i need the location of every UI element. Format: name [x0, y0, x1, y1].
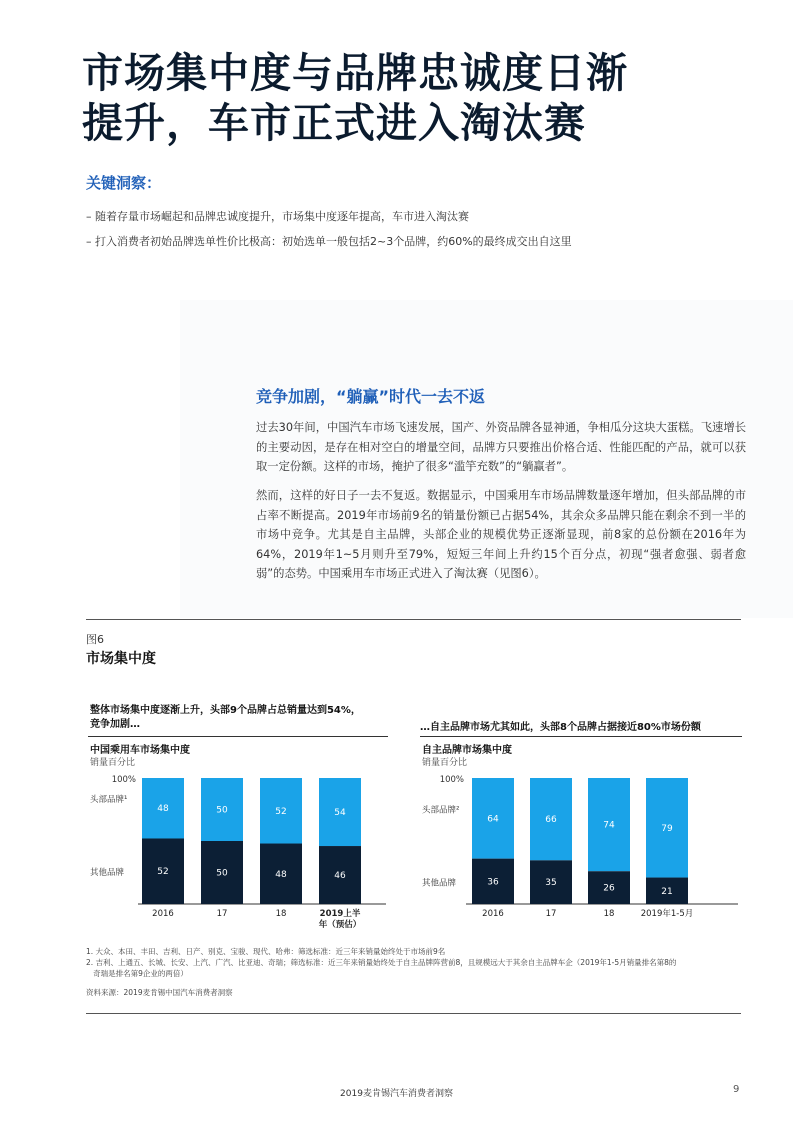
source-note: 资料来源：2019麦肯锡中国汽车消费者洞察 [86, 988, 233, 997]
right-chart-title: 自主品牌市场集中度 [422, 745, 512, 756]
data-label-head-3: 54 [334, 808, 346, 819]
legend-other-brands: 其他品牌 [90, 868, 125, 879]
y-axis-100-label: 100% [439, 775, 464, 785]
left-panel-rule [88, 736, 388, 737]
tick-label-0: 2016 [482, 909, 504, 919]
footnotes [86, 946, 746, 979]
left-panel-title-line-2: 竞争加剧… [90, 719, 140, 730]
page-number: 9 [733, 1084, 740, 1095]
y-axis-100-label: 100% [111, 775, 136, 785]
tick-label-3-1: 年（预估） [318, 920, 362, 930]
footnote-2: 2. 吉利、上通五、长城、长安、上汽、广汽、比亚迪、奇瑞；筛选标准：近三年来销量始终处于自主品牌阵营前8，且规模远大于其余自主品牌车企（2019年1-5月销量排名第8的 [86, 958, 677, 967]
data-label-head-2: 74 [603, 820, 615, 831]
data-label-other-2: 48 [275, 869, 287, 880]
figure-bottom-rule [86, 1013, 741, 1014]
left-chart-title: 中国乘用车市场集中度 [90, 745, 190, 756]
insight-item-2: – 打入消费者初始品牌选单性价比极高：初始选单一般包括2~3个品牌，约60%的最终成交出自这里 [86, 235, 572, 248]
tick-label-2: 18 [275, 909, 287, 919]
footnote-3: 奇瑞是排名第9企业的两倍） [86, 969, 188, 978]
tick-label-1: 17 [216, 909, 228, 919]
right-stacked-bar-chart [420, 768, 742, 940]
insights-heading: 关键洞察： [86, 174, 162, 192]
tick-label-1: 17 [545, 909, 557, 919]
section-heading: 竞争加剧，“躺赢”时代一去不返 [256, 387, 486, 406]
page-title [82, 48, 722, 148]
section-paragraph-2: 然而，这样的好日子一去不复返。数据显示，中国乘用车市场品牌数量逐年增加，但头部品牌的市占率不断提高。2019年市场前9名的销量份额已占据54%，其余众多品牌只能在剩余不到一半的市场中竞争。尤其是自主品牌，头部企业的规模优势正逐渐显现，前8家的总份额在2016年为64%，2019年1~5月则升至79%，短短三年间上升约15个百分点，初现“强者愈强、弱者愈弱”的态势。中国乘用车市场正式进入了淘汰赛（见图6）。 [256, 489, 746, 580]
figure-number: 图6 [86, 633, 104, 646]
section-paragraph-1: 过去30年间，中国汽车市场飞速发展，国产、外资品牌各显神通，争相瓜分这块大蛋糕。飞速增长的主要动因，是存在相对空白的增量空间，品牌方只要推出价格合适、性能匹配的产品，就可以获取一定份额。这样的市场，掩护了很多“滥竽充数”的“躺赢者”。 [256, 421, 746, 473]
tick-label-2: 18 [603, 909, 615, 919]
left-stacked-bar-chart [88, 768, 390, 940]
data-label-head-1: 66 [545, 815, 557, 826]
data-label-head-1: 50 [216, 805, 228, 816]
data-label-other-2: 26 [603, 883, 615, 894]
legend-head-brands: 头部品牌¹ [90, 795, 128, 806]
left-panel-title [90, 704, 390, 732]
tick-label-3: 2019年1-5月 [640, 909, 694, 919]
right-panel-title-line-1: …自主品牌市场尤其如此，头部8个品牌占据接近80%市场份额 [420, 722, 701, 733]
tick-label-3-0: 2019上半 [319, 909, 361, 919]
title-line-2: 提升，车市正式进入淘汰赛 [82, 99, 586, 147]
data-label-other-3: 46 [334, 871, 346, 882]
right-panel-rule [420, 736, 742, 737]
data-label-head-0: 48 [157, 804, 169, 815]
title-line-1: 市场集中度与品牌忠诚度日渐 [82, 49, 628, 97]
data-label-other-1: 35 [545, 878, 557, 889]
data-label-head-0: 64 [487, 814, 499, 825]
data-label-other-0: 52 [157, 867, 169, 878]
footnote-1: 1. 大众、本田、丰田、吉利、日产、别克、宝骏、现代、哈弗：筛选标准：近三年来销量始终处于市场前9名 [86, 947, 446, 956]
figure-top-rule [86, 619, 741, 620]
legend-other-brands: 其他品牌 [422, 878, 457, 889]
page-footer: 2019麦肯锡汽车消费者洞察 [340, 1089, 453, 1099]
data-label-other-0: 36 [487, 877, 499, 888]
left-panel-title-line-1: 整体市场集中度逐渐上升，头部9个品牌占总销量达到54%， [90, 705, 361, 716]
right-chart-subtitle: 销量百分比 [422, 758, 468, 768]
data-label-other-3: 21 [661, 886, 673, 897]
tick-label-0: 2016 [152, 909, 174, 919]
insight-item-1: – 随着存量市场崛起和品牌忠诚度提升，市场集中度逐年提高，车市进入淘汰赛 [86, 210, 469, 223]
data-label-head-3: 79 [661, 823, 673, 834]
right-panel-title [420, 721, 750, 735]
figure-title: 市场集中度 [86, 651, 156, 667]
data-label-other-1: 50 [216, 868, 228, 879]
legend-head-brands: 头部品牌² [422, 805, 460, 816]
left-chart-subtitle: 销量百分比 [90, 758, 136, 768]
data-label-head-2: 52 [275, 806, 287, 817]
